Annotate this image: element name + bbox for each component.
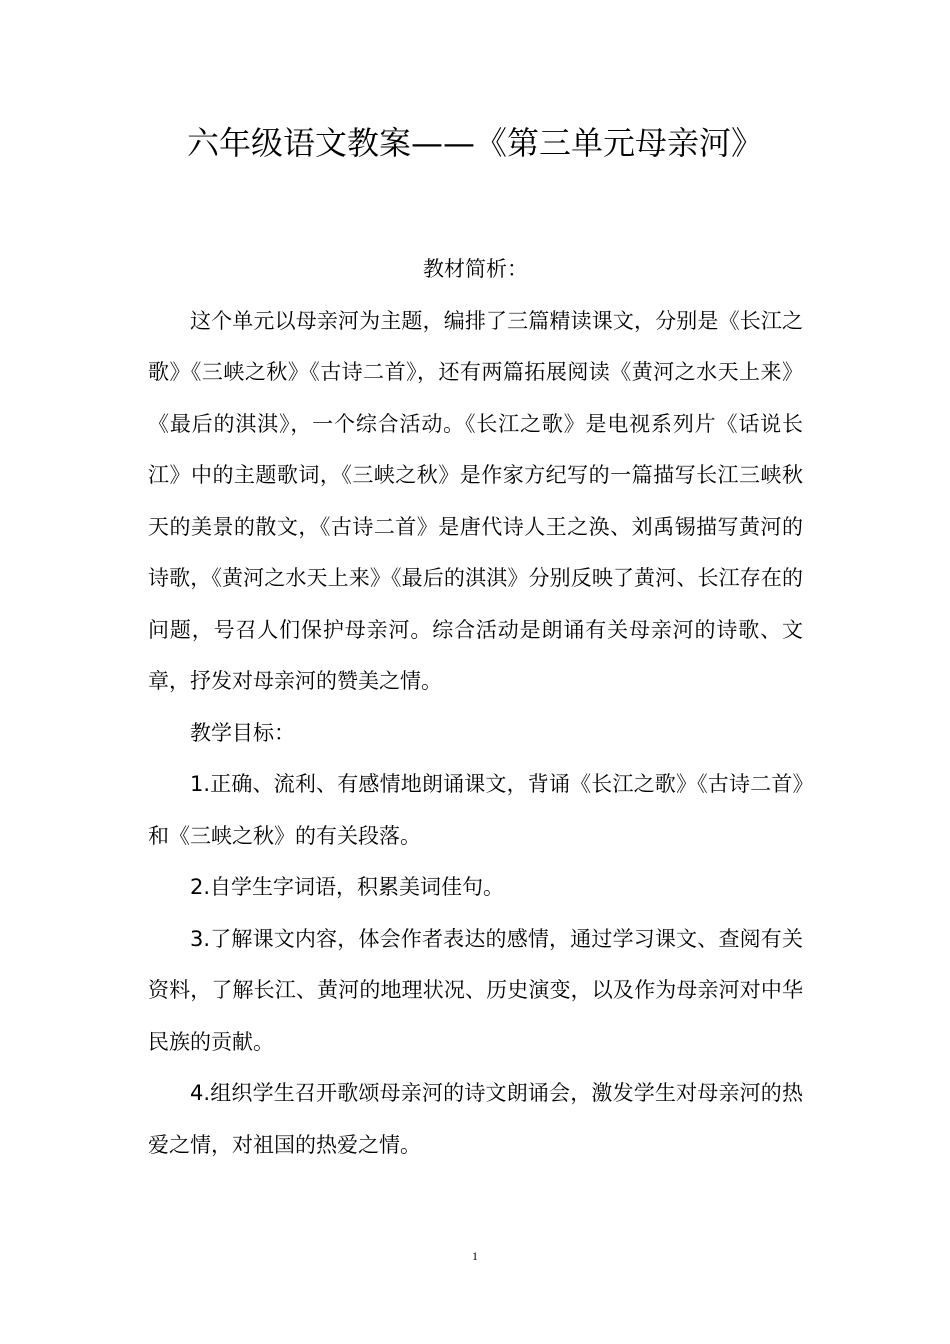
document-body — [148, 244, 803, 1171]
goal-item-1: 1.正确、流利、有感情地朗诵课文，背诵《长江之歌》《古诗二首》和《三峡之秋》的有关段落。 — [148, 772, 803, 848]
section-heading-material: 教材简析： — [423, 257, 528, 281]
page-number: 1 — [472, 1249, 478, 1263]
goal-item-4: 4.组织学生召开歌颂母亲河的诗文朗诵会，激发学生对母亲河的热爱之情，对祖国的热爱之情。 — [148, 1081, 803, 1157]
section-heading-goals: 教学目标： — [190, 720, 295, 745]
goal-item-2: 2.自学生字词语，积累美词佳句。 — [190, 875, 505, 899]
document-title: 六年级语文教案——《第三单元母亲河》 — [186, 124, 763, 162]
material-paragraph: 这个单元以母亲河为主题，编排了三篇精读课文，分别是《长江之歌》《三峡之秋》《古诗二首》，还有两篇拓展阅读《黄河之水天上来》《最后的淇淇》，一个综合活动。《长江之歌》是电视系列片《话说长江》中的主题歌词，《三峡之秋》是作家方纪写的一篇描写长江三峡秋天的美景的散文，《古诗二首》是唐代诗人王之涣、刘禹锡描写黄河的诗歌，《黄河之水天上来》《最后的淇淇》分别反映了黄河、长江存在的问题，号召人们保护母亲河。综合活动是朗诵有关母亲河的诗歌、文章，抒发对母亲河的赞美之情。 — [148, 308, 803, 693]
goal-item-3: 3.了解课文内容，体会作者表达的感情，通过学习课文、查阅有关资料，了解长江、黄河的地理状况、历史演变，以及作为母亲河对中华民族的贡献。 — [148, 926, 803, 1054]
